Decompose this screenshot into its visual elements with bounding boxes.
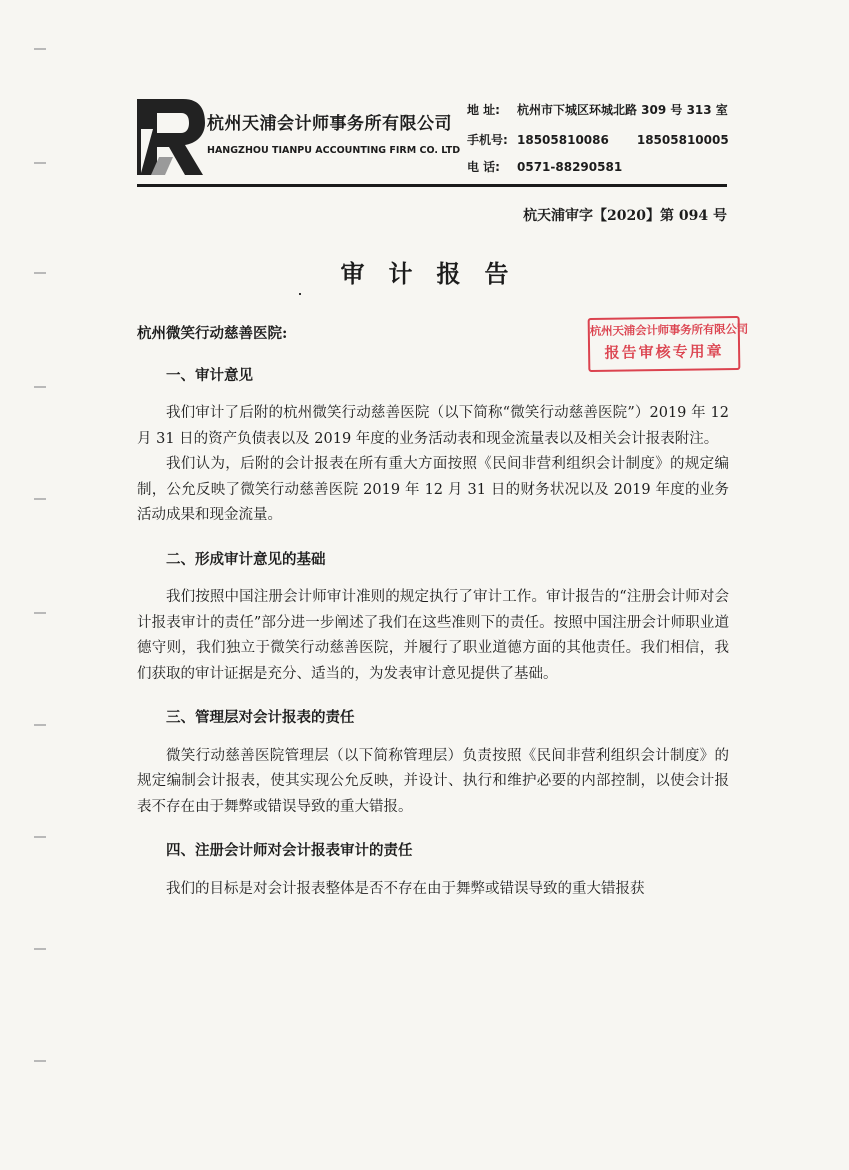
header-divider	[137, 184, 727, 187]
scan-dot	[299, 293, 301, 295]
mobile-line	[467, 131, 729, 148]
phone-line	[467, 158, 622, 175]
binding-mark	[34, 386, 46, 388]
binding-mark	[34, 1060, 46, 1062]
section-heading-management-responsibility: 三、管理层对会计报表的责任	[166, 709, 355, 726]
phone-value: 0571-88290581	[517, 160, 623, 174]
paragraph-opinion-scope: 我们审计了后附的杭州微笑行动慈善医院（以下简称“微笑行动慈善医院”）2019 年 12 月 31 日的资产负债表以及 2019 年度的业务活动表和现金流量表以及相关会计报表附注。	[137, 405, 729, 447]
section-heading-opinion: 一、审计意见	[166, 366, 253, 384]
paragraph-management-responsibility: 微笑行动慈善医院管理层（以下简称管理层）负责按照《民间非营利组织会计制度》的规定编制会计报表，使其实现公允反映，并设计、执行和维护必要的内部控制，以使会计报表不存在由于舞弊或错误导致的重大错报。	[137, 747, 729, 815]
section-heading-basis: 二、形成审计意见的基础	[166, 550, 326, 568]
document-title: 审计报告	[340, 260, 533, 288]
mobile-value-2: 18505810005	[636, 133, 729, 147]
addressee: 杭州微笑行动慈善医院:	[137, 325, 288, 342]
binding-mark	[34, 612, 46, 614]
paragraph-basis: 我们按照中国注册会计师审计准则的规定执行了审计工作。审计报告的“注册会计师对会计报表审计的责任”部分进一步阐述了我们在这些准则下的责任。按照中国注册会计师职业道德守则，我们独立于微笑行动慈善医院，并履行了职业道德方面的其他责任。我们相信，我们获取的审计证据是充分、适当的，为发表审计意见提供了基础。	[137, 589, 729, 682]
mobile-value-1: 18505810086	[517, 133, 609, 147]
address-line	[467, 101, 728, 118]
phone-label: 电 话:	[467, 160, 500, 174]
binding-mark	[34, 836, 46, 838]
stamp-purpose: 报告审核专用章	[604, 342, 724, 362]
report-body	[137, 321, 729, 902]
binding-mark	[34, 724, 46, 726]
address-value: 杭州市下城区环城北路 309 号 313 室	[517, 103, 728, 117]
binding-mark	[34, 48, 46, 50]
stamp-firm-name: 杭州天浦会计师事务所有限公司	[589, 321, 749, 339]
mobile-label: 手机号:	[467, 133, 508, 147]
firm-name-en: HANGZHOU TIANPU ACCOUNTING FIRM CO. LTD	[207, 145, 461, 156]
binding-mark	[34, 948, 46, 950]
section-heading-auditor-responsibility: 四、注册会计师对会计报表审计的责任	[166, 842, 413, 859]
firm-name-cn: 杭州天浦会计师事务所有限公司	[207, 114, 452, 134]
binding-mark	[34, 162, 46, 164]
address-label: 地 址:	[467, 103, 500, 117]
paragraph-auditor-responsibility: 我们的目标是对会计报表整体是否不存在由于舞弊或错误导致的重大错报获	[166, 880, 645, 897]
firm-logo-icon	[133, 95, 207, 179]
binding-mark	[34, 498, 46, 500]
paragraph-opinion-conclusion: 我们认为，后附的会计报表在所有重大方面按照《民间非营利组织会计制度》的规定编制，公允反映了微笑行动慈善医院 2019 年 12 月 31 日的财务状况以及 2019 年度的业务活动成果和现金流量。	[137, 456, 729, 523]
document-number: 杭天浦审字【2020】第 094 号	[523, 208, 727, 224]
